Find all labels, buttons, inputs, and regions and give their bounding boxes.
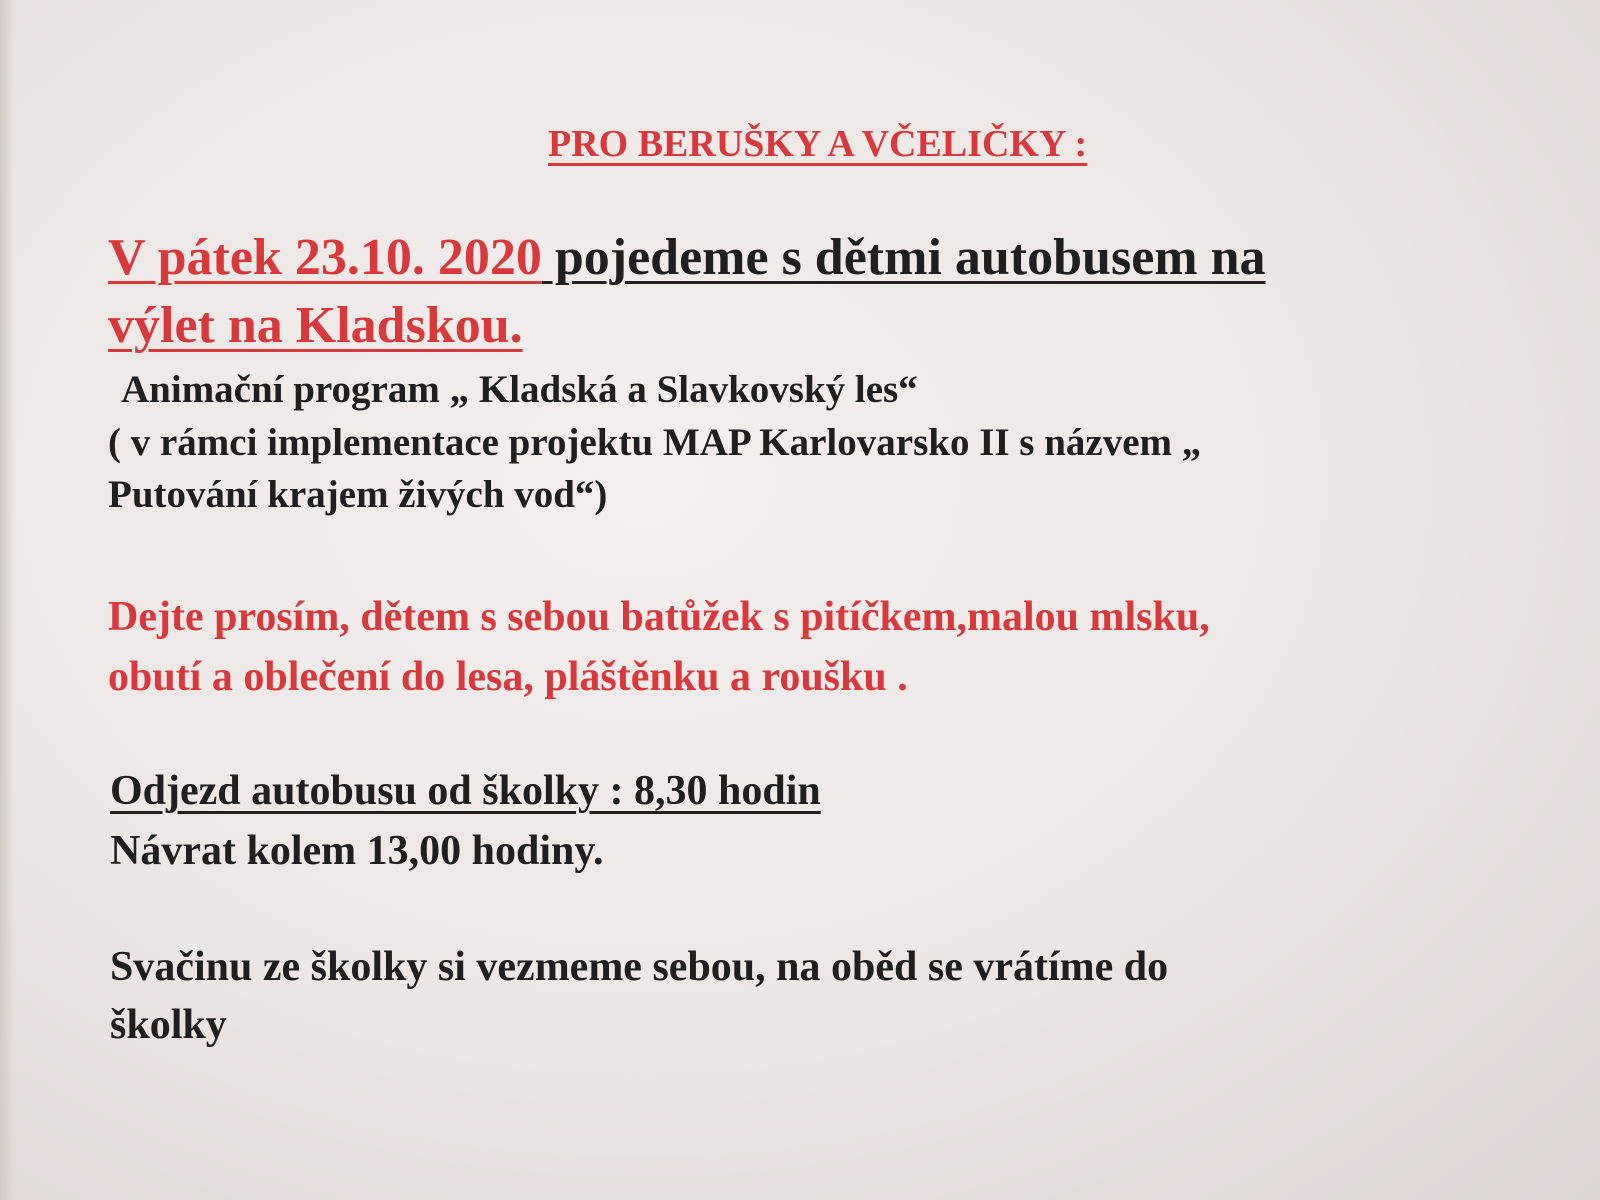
- implementation-line-1: ( v rámci implementace projektu MAP Karlovarsko II s názvem „: [108, 421, 1202, 464]
- snack-note-line-2: školky: [110, 1002, 227, 1048]
- implementation-line-2: Putování krajem živých vod“): [108, 473, 608, 516]
- trip-date: V pátek 23.10. 2020: [108, 229, 542, 286]
- snack-note-line-1: Svačinu ze školky si vezmeme sebou, na oběd se vrátíme do: [110, 944, 1169, 990]
- trip-description: pojedeme s dětmi autobusem na: [541, 229, 1266, 286]
- notice-title-line-1: [108, 229, 1266, 286]
- departure-time: Odjezd autobusu od školky : 8,30 hodin: [110, 768, 821, 814]
- notice-heading: PRO BERUŠKY A VČELIČKY :: [548, 123, 1088, 165]
- program-name: Animační program „ Kladská a Slavkovský les“: [121, 368, 918, 411]
- packing-instructions-line-1: Dejte prosím, dětem s sebou batůžek s pitíčkem,malou mlsku,: [108, 594, 1210, 640]
- packing-instructions-line-2: obutí a oblečení do lesa, pláštěnku a roušku .: [108, 654, 908, 700]
- return-time: Návrat kolem 13,00 hodiny.: [110, 828, 604, 874]
- notice-title-line-2: výlet na Kladskou.: [108, 297, 523, 354]
